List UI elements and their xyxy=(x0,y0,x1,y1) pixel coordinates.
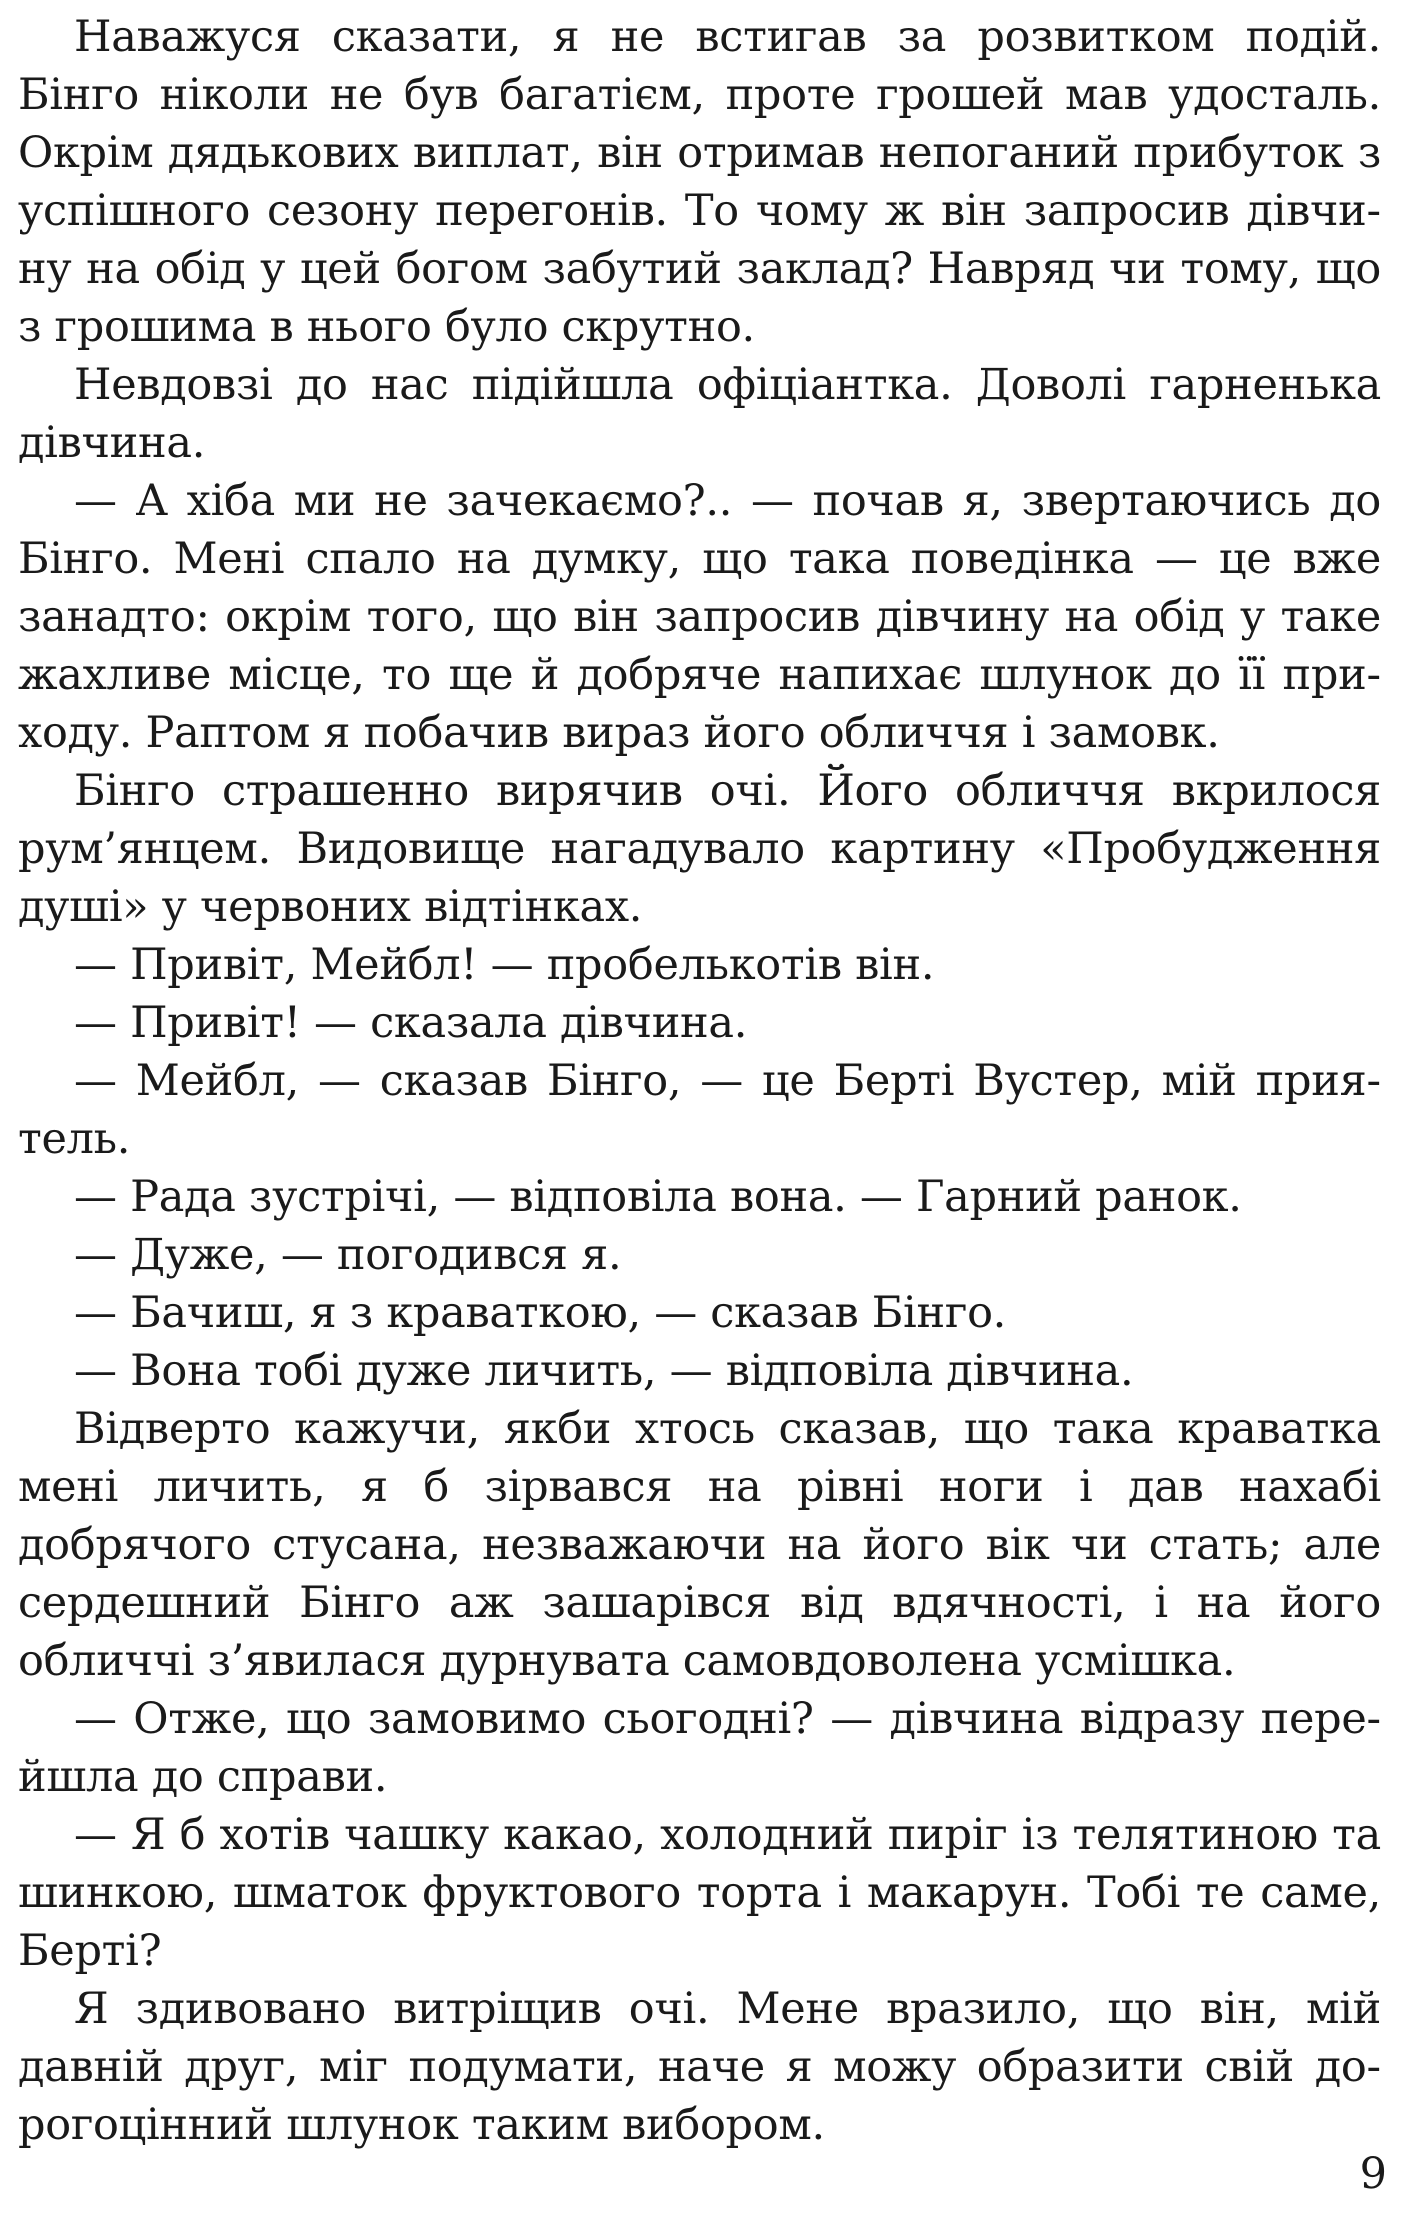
dialogue-line-1: — Привіт, Мейбл! — пробелькотів він. xyxy=(74,940,935,990)
paragraph-6: Я здивовано витріщив очі. Мене вразило, що він, мій давній друг, міг подумати, наче я можу образити свій дорогоцінний шлунок таким вибором. xyxy=(18,1984,1381,2150)
dialogue-line-8: — Отже, що замовимо сьогодні? — дівчина відразу перейшла до справи. xyxy=(18,1694,1381,1802)
page-number: 9 xyxy=(1359,2149,1387,2199)
dialogue-line-4: — Рада зустрічі, — відповіла вона. — Гарний ранок. xyxy=(74,1172,1242,1222)
paragraph-1: Наважуся сказати, я не встигав за розвитком подій. Бінго ніколи не був багатієм, проте грошей мав удосталь. Окрім дядькових виплат, він отримав непоганий прибуток з успішного сезону перегонів. То чому ж він запросив дівчину на обід у цей богом забутий заклад? Навряд чи тому, що з грошима в нього було скрутно. xyxy=(18,12,1381,352)
dialogue-line-6: — Бачиш, я з краваткою, — сказав Бінго. xyxy=(74,1288,1007,1338)
paragraph-2: Невдовзі до нас підійшла офіціантка. Доволі гарненька дівчина. xyxy=(18,360,1381,468)
paragraph-5: Відверто кажучи, якби хтось сказав, що така краватка мені личить, я б зірвався на рівні ноги і дав нахабі добрячого стусана, незважаючи на його вік чи стать; але сердешний Бінго аж зашарівся від вдячності, і на його обличчі з’явилася дурнувата самовдоволена усмішка. xyxy=(18,1404,1381,1686)
book-page xyxy=(18,8,1381,2154)
paragraph-4: Бінго страшенно вирячив очі. Його обличчя вкрилося рум’янцем. Видовище нагадувало картину «Пробудження душі» у червоних відтінках. xyxy=(18,766,1381,932)
paragraph-3: — А хіба ми не зачекаємо?.. — почав я, звертаючись до Бінго. Мені спало на думку, що така поведінка — це вже занадто: окрім того, що він запросив дівчину на обід у таке жахливе місце, то ще й добряче напихає шлунок до її приходу. Раптом я побачив вираз його обличчя і замовк. xyxy=(18,476,1381,758)
dialogue-line-9: — Я б хотів чашку какао, холодний пиріг із телятиною та шинкою, шматок фруктового торта і макарун. Тобі те саме, Берті? xyxy=(18,1810,1381,1976)
dialogue-line-3: — Мейбл, — сказав Бінго, — це Берті Вустер, мій приятель. xyxy=(18,1056,1381,1164)
dialogue-line-5: — Дуже, — погодився я. xyxy=(74,1230,622,1280)
dialogue-line-2: — Привіт! — сказала дівчина. xyxy=(74,998,748,1048)
dialogue-line-7: — Вона тобі дуже личить, — відповіла дівчина. xyxy=(74,1346,1134,1396)
